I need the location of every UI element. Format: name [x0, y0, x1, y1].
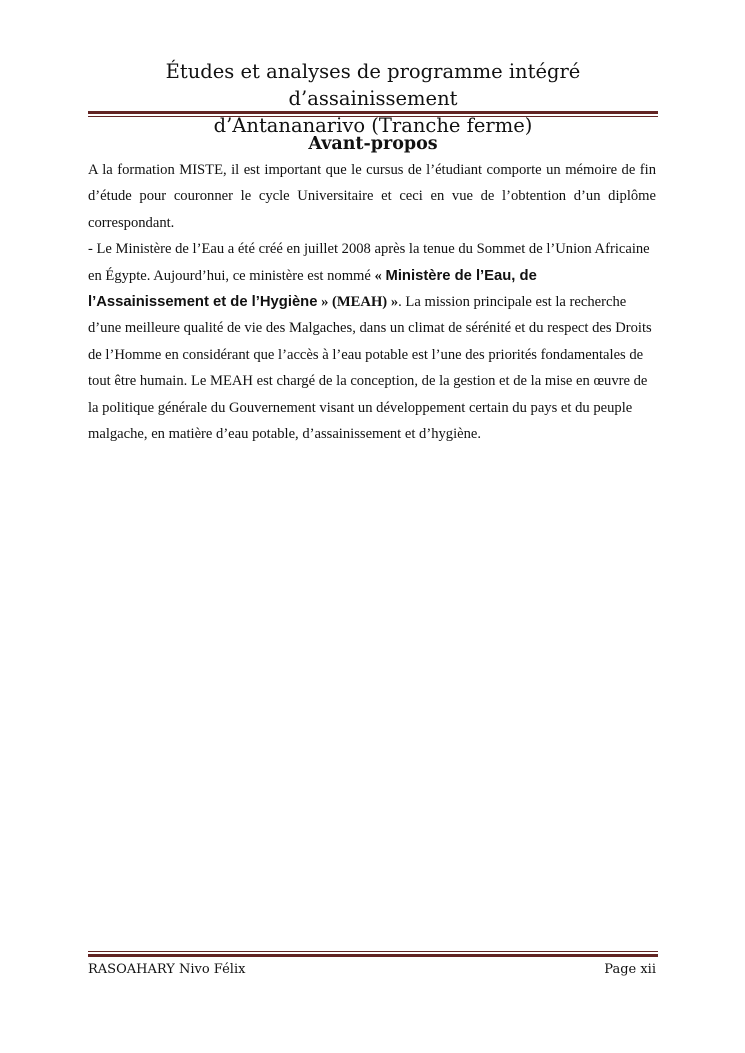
section-title: Avant-propos [308, 134, 438, 154]
ministry-name: Ministère de l’Eau, de l’Assainissement et de l’Hygiène [88, 267, 537, 311]
running-header [88, 58, 658, 139]
body-text [88, 157, 656, 447]
header-rule-thin [88, 116, 658, 117]
header-title-line-1: Études et analyses de programme intégré d’assainissement [165, 60, 581, 110]
paragraph-ministry-start: - Le Ministère de l’Eau a été créé en juillet 2008 après la tenue du Sommet de l’Union Africaine en Égypte. Aujourd’hui, ce ministère est nommé [88, 241, 650, 284]
open-quote: « [374, 267, 386, 284]
header-title-line-2: d’Antananarivo (Tranche ferme) [213, 114, 533, 137]
footer-page-number: Page xii [604, 962, 656, 977]
footer-rule-thin [88, 951, 658, 952]
footer-rule-thick [88, 954, 658, 957]
close-quote: » [317, 294, 333, 311]
paragraph-ministry [88, 236, 656, 447]
ministry-acronym: (MEAH) » [332, 294, 399, 311]
footer-author: RASOAHARY Nivo Félix [88, 962, 246, 977]
paragraph-intro: A la formation MISTE, il est important que le cursus de l’étudiant comporte un mémoire de fin d’étude pour couronner le cycle Universitaire et ceci en vue de l’obtention d’un diplôme correspondant. [88, 162, 656, 231]
paragraph-ministry-end: . La mission principale est la recherche d’une meilleure qualité de vie des Malgaches, dans un climat de sérénité et du respect des Droits de l’Homme en considérant que l’accès à l’eau potable est l’une des priorités fondamentales de tout être humain. Le MEAH est chargé de la conception, de la gestion et de la mise en œuvre de la politique générale du Gouvernement visant un développement certain du pays et du peuple malgache, en matière d’eau potable, d’assainissement et d’hygiène. [88, 294, 652, 443]
